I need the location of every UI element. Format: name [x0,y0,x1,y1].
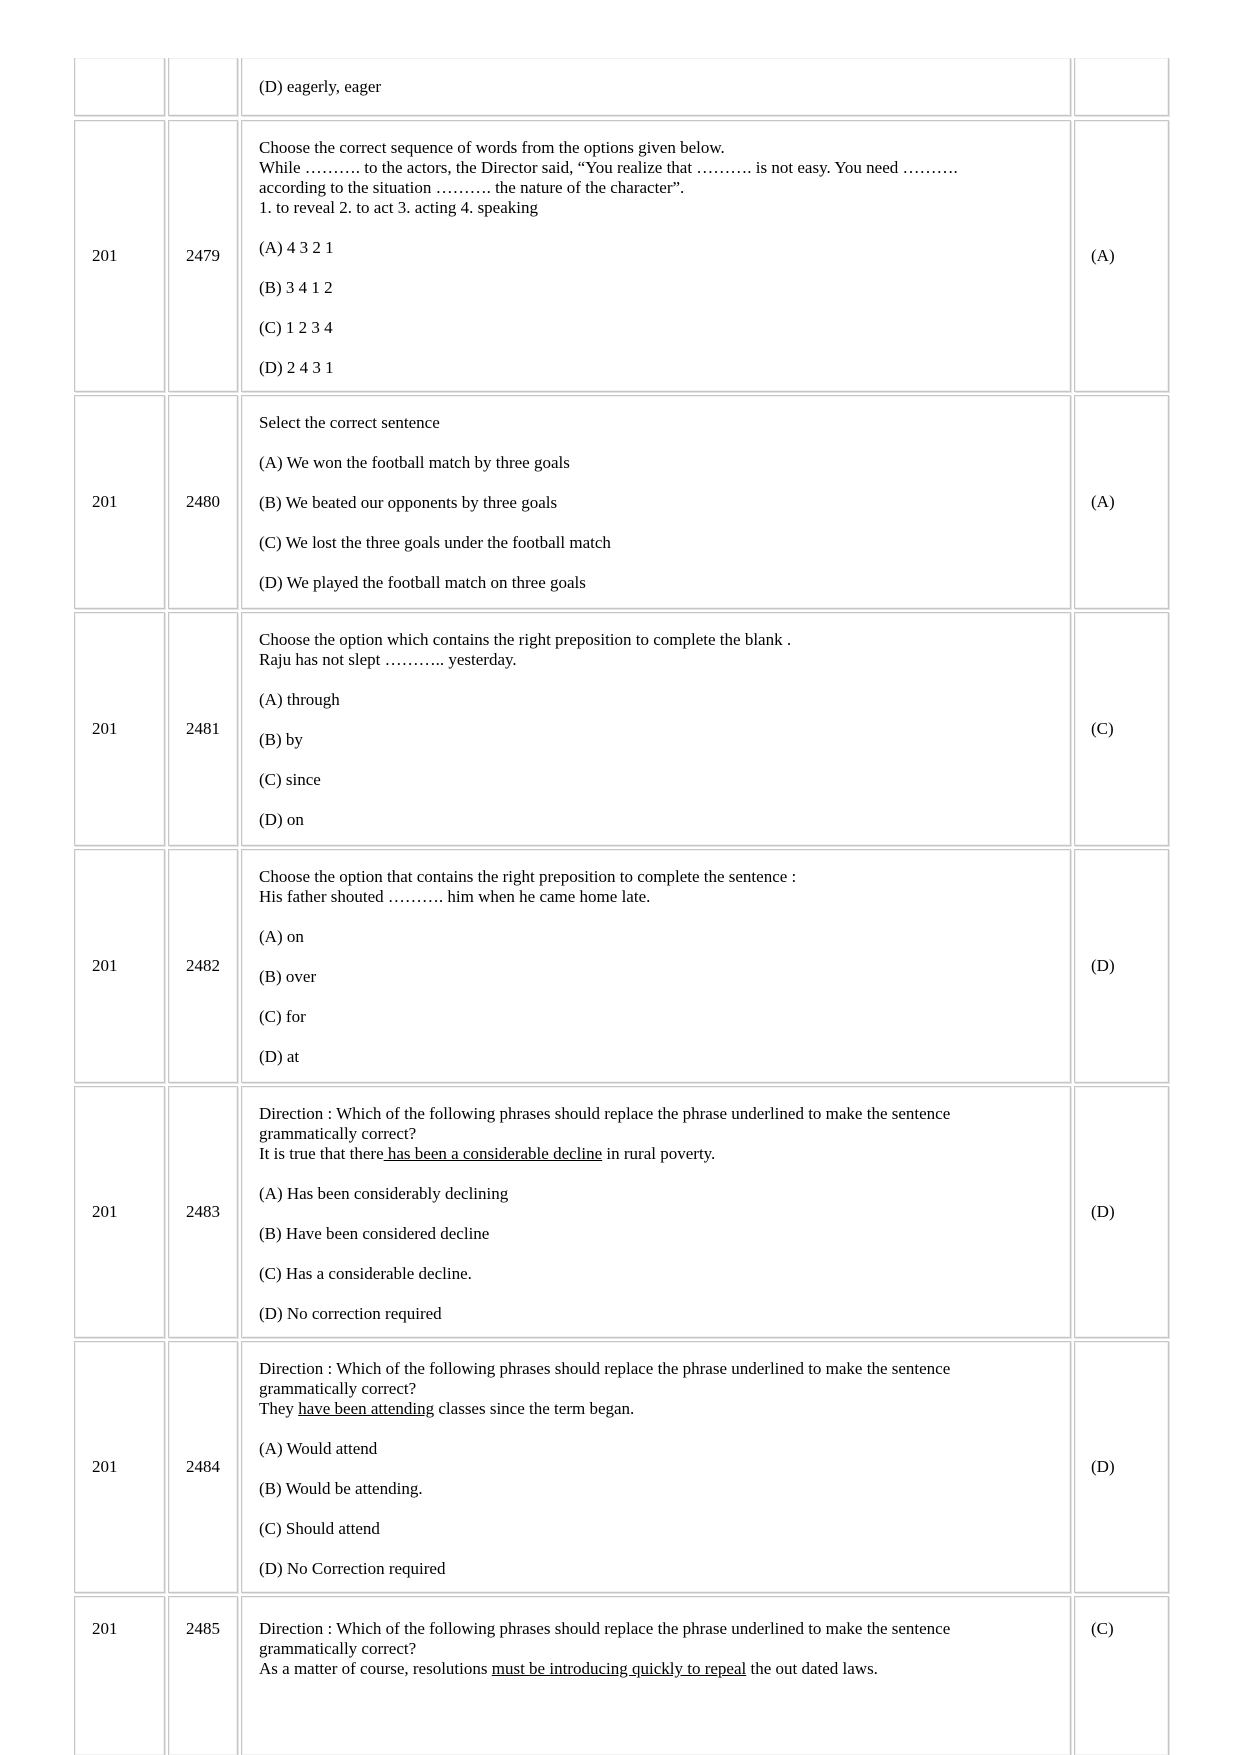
answer-key: (A) [1091,246,1115,265]
table-row [0,120,1240,392]
question-number: 2485 [186,1619,220,1638]
option-b: (B) Have been considered decline [259,1224,490,1243]
answer-cell [1074,120,1169,392]
option-d: (D) eagerly, eager [259,77,382,96]
answer-key: (D) [1091,956,1115,975]
subject-code-cell [74,612,165,846]
question-cell [241,849,1071,1083]
option-a: (A) Would attend [259,1439,378,1458]
table-row [0,849,1240,1083]
subject-code-cell [74,1086,165,1338]
subject-code-cell [74,58,165,116]
subject-code-cell [74,120,165,392]
question-stem-line: Direction : Which of the following phrases should replace the phrase underlined to make the sentence [259,1359,951,1378]
question-number-cell [168,1341,238,1593]
subject-code-cell [74,1596,165,1755]
subject-code: 201 [92,719,118,738]
question-number-cell [168,1086,238,1338]
option-a: (A) We won the football match by three goals [259,453,570,472]
question-number-cell [168,849,238,1083]
option-d: (D) on [259,810,304,829]
answer-key: (D) [1091,1202,1115,1221]
sentence-end: in rural poverty. [602,1144,716,1163]
question-cell [241,58,1071,116]
question-stem-line: 1. to reveal 2. to act 3. acting 4. speaking [259,198,538,217]
answer-cell [1074,58,1169,116]
sentence-start: It is true that there [259,1144,384,1163]
question-stem-line: Raju has not slept ……….. yesterday. [259,650,517,669]
subject-code: 201 [92,492,118,511]
option-a: (A) through [259,690,340,709]
option-a: (A) on [259,927,304,946]
underlined-phrase: have been attending [298,1399,435,1418]
question-number: 2479 [186,246,220,265]
question-stem-line: Choose the option that contains the right preposition to complete the sentence : [259,867,797,886]
answer-cell [1074,1596,1169,1755]
question-number-cell [168,612,238,846]
question-number: 2480 [186,492,220,511]
sentence-end: classes since the term began. [434,1399,635,1418]
sentence-end: the out dated laws. [746,1659,878,1678]
answer-cell [1074,395,1169,609]
option-a: (A) Has been considerably declining [259,1184,509,1203]
question-number: 2484 [186,1457,220,1476]
table-row [0,612,1240,846]
subject-code-cell [74,395,165,609]
question-sentence [259,1144,1060,1164]
option-d: (D) We played the football match on three goals [259,573,586,592]
question-number: 2481 [186,719,220,738]
subject-code-cell [74,1341,165,1593]
subject-code: 201 [92,1457,118,1476]
option-d: (D) at [259,1047,300,1066]
subject-code: 201 [92,1619,118,1638]
option-b: (B) over [259,967,317,986]
option-b: (B) Would be attending. [259,1479,423,1498]
question-stem-line: Direction : Which of the following phrases should replace the phrase underlined to make the sentence [259,1619,951,1638]
question-stem-line: grammatically correct? [259,1379,417,1398]
table-row [0,1086,1240,1338]
answer-cell [1074,612,1169,846]
question-stem-line: His father shouted ………. him when he came home late. [259,887,651,906]
question-cell [241,1086,1071,1338]
option-b: (B) We beated our opponents by three goals [259,493,558,512]
question-stem-line: Direction : Which of the following phrases should replace the phrase underlined to make the sentence [259,1104,951,1123]
option-c: (C) We lost the three goals under the football match [259,533,611,552]
underlined-phrase: must be introducing quickly to repeal [491,1659,747,1678]
question-cell [241,395,1071,609]
option-b: (B) by [259,730,303,749]
subject-code: 201 [92,956,118,975]
answer-key: (C) [1091,719,1114,738]
option-c: (C) Should attend [259,1519,380,1538]
underlined-phrase: has been a considerable decline [383,1144,603,1163]
answer-cell [1074,1086,1169,1338]
question-stem-line: grammatically correct? [259,1639,417,1658]
question-stem-line: according to the situation ………. the nature of the character”. [259,178,685,197]
subject-code-cell [74,849,165,1083]
option-d: (D) No correction required [259,1304,442,1323]
sentence-start: As a matter of course, resolutions [259,1659,492,1678]
question-cell [241,120,1071,392]
answer-cell [1074,1341,1169,1593]
table-row [0,1596,1240,1755]
answer-key: (C) [1091,1619,1114,1638]
option-c: (C) 1 2 3 4 [259,318,333,337]
question-cell [241,1341,1071,1593]
question-number-cell [168,395,238,609]
option-d: (D) 2 4 3 1 [259,358,334,377]
question-sentence [259,1399,1060,1419]
question-stem-line: While ………. to the actors, the Director said, “You realize that ………. is not easy. You need ………. [259,158,958,177]
question-number-cell [168,120,238,392]
question-stem-line: grammatically correct? [259,1124,417,1143]
option-d: (D) No Correction required [259,1559,446,1578]
question-number-cell [168,1596,238,1755]
answer-cell [1074,849,1169,1083]
option-b: (B) 3 4 1 2 [259,278,333,297]
answer-key: (A) [1091,492,1115,511]
table-row [0,395,1240,609]
sentence-start: They [259,1399,299,1418]
option-c: (C) Has a considerable decline. [259,1264,472,1283]
answer-key: (D) [1091,1457,1115,1476]
question-number: 2483 [186,1202,220,1221]
option-c: (C) since [259,770,321,789]
question-stem-line: Choose the option which contains the right preposition to complete the blank . [259,630,792,649]
question-stem-line: Select the correct sentence [259,413,440,432]
question-sentence [259,1659,1060,1679]
question-cell [241,1596,1071,1755]
question-number-cell [168,58,238,116]
question-cell [241,612,1071,846]
subject-code: 201 [92,246,118,265]
question-number: 2482 [186,956,220,975]
table-row [0,1341,1240,1593]
option-a: (A) 4 3 2 1 [259,238,334,257]
option-c: (C) for [259,1007,306,1026]
subject-code: 201 [92,1202,118,1221]
table-row [0,58,1240,116]
question-stem-line: Choose the correct sequence of words from the options given below. [259,138,725,157]
